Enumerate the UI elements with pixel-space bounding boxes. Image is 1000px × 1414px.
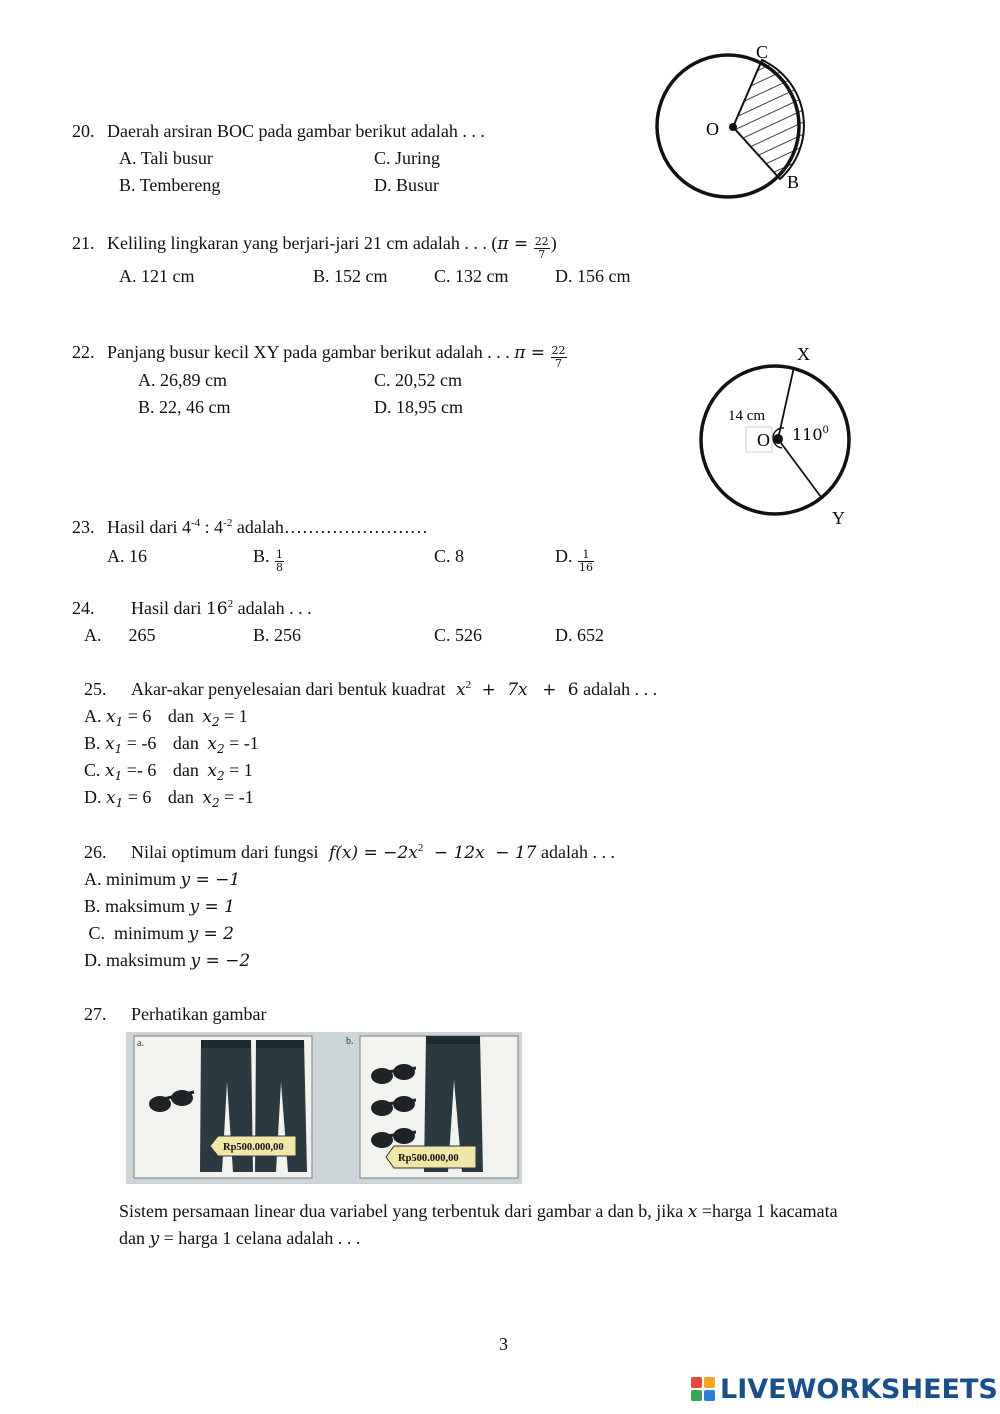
q23-option-a[interactable]: A. 16 <box>107 546 147 566</box>
q25-expr-term2: + 7x <box>481 680 528 700</box>
q25-text: Akar-akar penyelesaian dari bentuk kuadrat <box>131 679 446 699</box>
q20-label-c: C <box>756 42 769 62</box>
q27-price-tag-b <box>386 1146 476 1168</box>
q22-label-y: Y <box>832 508 845 528</box>
q25-option-b-x1: $x_1$ <box>105 734 123 756</box>
q26-func-c: − 17 <box>495 843 537 863</box>
q25-option-d-x1-val: = 6 <box>127 787 152 807</box>
q25-option-c-x2: $x_2$ <box>207 761 225 783</box>
q26-option-a-label: A. minimum <box>84 869 177 889</box>
q27-text1-b: =harga 1 kacamata <box>701 1201 838 1221</box>
q25-option-a-dan: dan <box>167 706 194 726</box>
q23-option-d-den: 16 <box>579 561 593 574</box>
q21-option-b[interactable]: B. 152 cm <box>313 266 388 286</box>
q22-question-line <box>107 342 568 370</box>
q25-option-a-x1-val: = 6 <box>127 706 152 726</box>
q24-question-line <box>131 598 312 620</box>
q25-tail: adalah . . . <box>583 679 658 699</box>
q20-option-a[interactable]: A. Tali busur <box>119 148 213 168</box>
q25-option-b-x1-val: = -6 <box>126 733 157 753</box>
q27-price-b: Rp500.000,00 <box>398 1153 459 1164</box>
q26-tail: adalah . . . <box>540 842 615 862</box>
q25-option-c[interactable] <box>84 760 253 784</box>
q21-option-d[interactable]: D. 156 cm <box>555 266 631 286</box>
q23-option-d-letter: D. <box>555 546 573 566</box>
q25-option-c-x1: $x_1$ <box>105 761 123 783</box>
q22-angle-degree: 0 <box>822 425 829 436</box>
q20-center-point <box>729 123 737 131</box>
q24-exp: 2 <box>227 598 234 610</box>
q26-option-b-label: B. maksimum <box>84 896 186 916</box>
q20-number: 20. <box>72 121 95 141</box>
q23-text-c: adalah…………………… <box>232 517 428 537</box>
q25-option-a-x2-val: = 1 <box>224 706 248 726</box>
liveworksheets-logo-icon <box>690 1376 716 1402</box>
q26-option-d[interactable] <box>84 950 250 972</box>
q21-pi: π = <box>497 234 529 254</box>
q25-option-b-letter: B. <box>84 733 101 753</box>
q24-option-a-value: 265 <box>128 625 156 645</box>
q21-question: Keliling lingkaran yang berjari-jari 21 cm adalah . . . ( <box>107 233 498 253</box>
q25-expr-term3: + 6 <box>542 680 579 700</box>
q22-fraction <box>551 345 567 369</box>
q26-option-a[interactable] <box>84 869 240 891</box>
q25-option-a-x1: $x_1$ <box>106 707 124 729</box>
q27-text1-x: x <box>687 1202 698 1222</box>
q27-label-a: a. <box>137 1038 144 1049</box>
q27-label-b: b. <box>346 1036 354 1047</box>
q23-option-d-num: 1 <box>578 549 594 562</box>
q26-func-a: f(x) = −2x <box>328 843 418 863</box>
q24-option-a[interactable] <box>84 625 156 646</box>
q27-text2-b: = harga 1 celana adalah . . . <box>163 1228 361 1248</box>
q22-circle-figure <box>690 340 870 535</box>
q23-option-d-fraction <box>578 549 594 573</box>
q25-option-b-dan: dan <box>172 733 199 753</box>
q27-text2-y: y <box>149 1229 160 1249</box>
q26-option-b-value: y = 1 <box>189 897 235 917</box>
q25-expr-exp: 2 <box>465 679 472 691</box>
q26-option-c[interactable] <box>84 923 234 945</box>
q25-expr-x: x <box>456 680 466 700</box>
q23-option-d[interactable] <box>555 546 595 574</box>
q25-option-d-dan: dan <box>167 787 194 807</box>
q22-label-angle <box>792 425 829 444</box>
q24-number: 24. <box>72 598 95 618</box>
q27-photo <box>126 1032 522 1184</box>
q20-circle-figure <box>640 40 830 210</box>
q23-number: 23. <box>72 517 95 537</box>
q27-price-a: Rp500.000,00 <box>223 1142 284 1153</box>
q26-option-a-value: y = −1 <box>180 870 241 890</box>
q22-number: 22. <box>72 342 95 362</box>
q24-option-a-letter: A. <box>84 625 102 645</box>
q25-option-c-letter: C. <box>84 760 101 780</box>
q25-question-line <box>131 679 657 701</box>
q21-question-line <box>107 233 557 261</box>
q21-number: 21. <box>72 233 95 253</box>
q25-option-b-x2-val: = -1 <box>229 733 259 753</box>
q22-pi: π = <box>514 343 546 363</box>
q25-option-b[interactable] <box>84 733 259 757</box>
q25-option-d[interactable] <box>84 787 254 811</box>
q23-option-c[interactable]: C. 8 <box>434 546 465 566</box>
q27-number: 27. <box>84 1004 107 1024</box>
q20-label-b: B <box>787 172 800 192</box>
q21-fraction-den: 7 <box>538 248 546 261</box>
q25-option-d-x2: $x_2$ <box>202 788 220 810</box>
q25-option-d-x1: $x_1$ <box>106 788 124 810</box>
q27-photo-illustration <box>126 1032 522 1184</box>
q26-func-b: − 12x <box>433 843 485 863</box>
q27-text2-a: dan <box>119 1228 145 1248</box>
q24-text-a: Hasil dari <box>131 598 202 618</box>
q25-option-b-x2: $x_2$ <box>207 734 225 756</box>
q22-angle-value: 110 <box>792 425 823 444</box>
q20-label-o: O <box>706 119 719 139</box>
q25-option-d-letter: D. <box>84 787 102 807</box>
q20-option-c[interactable]: C. Juring <box>374 148 441 168</box>
q26-number: 26. <box>84 842 107 862</box>
q27-price-tag-a <box>210 1136 296 1156</box>
q24-option-c[interactable]: C. 526 <box>434 625 483 645</box>
q23-option-b-num: 1 <box>276 548 284 562</box>
q25-option-c-dan: dan <box>172 760 199 780</box>
q26-option-c-value: y = 2 <box>188 924 234 944</box>
q26-option-b[interactable] <box>84 896 235 918</box>
q21-close-paren: ) <box>550 233 557 253</box>
q23-question-line <box>107 517 428 538</box>
q24-option-b[interactable]: B. 256 <box>253 625 302 645</box>
q22-option-c[interactable]: C. 20,52 cm <box>374 370 462 390</box>
q20-question: Daerah arsiran BOC pada gambar berikut adalah . . . <box>107 121 485 141</box>
q26-option-d-label: D. maksimum <box>84 950 186 970</box>
q21-fraction-num: 22 <box>534 235 549 249</box>
q23-text-b: : 4 <box>200 517 224 537</box>
page-number: 3 <box>499 1334 508 1354</box>
q22-option-b[interactable]: B. 22, 46 cm <box>138 397 231 417</box>
q20-option-b[interactable]: B. Tembereng <box>119 175 221 195</box>
q24-base: 16 <box>205 599 228 619</box>
q22-question: Panjang busur kecil XY pada gambar berikut adalah . . . <box>107 342 510 362</box>
q25-option-a-x2: $x_2$ <box>202 707 220 729</box>
liveworksheets-logo[interactable] <box>690 1372 998 1406</box>
q21-fraction <box>534 236 550 260</box>
q25-number: 25. <box>84 679 107 699</box>
q23-option-b-letter: B. <box>253 546 270 566</box>
q22-fraction-den: 7 <box>555 357 563 370</box>
q21-option-c[interactable]: C. 132 cm <box>434 266 509 286</box>
q25-option-a[interactable] <box>84 706 248 730</box>
q25-option-c-x2-val: = 1 <box>229 760 253 780</box>
q26-question-line <box>131 842 615 864</box>
q23-option-b-fraction <box>275 549 284 573</box>
q27-text-line2 <box>119 1228 360 1250</box>
q24-text-b: adalah . . . <box>237 598 312 618</box>
q25-option-d-x2-val: = -1 <box>224 787 254 807</box>
q20-shaded-sector <box>733 60 804 179</box>
q26-func-exp: 2 <box>417 842 424 854</box>
q22-radius-y <box>778 439 821 497</box>
q22-fraction-num: 22 <box>551 344 566 358</box>
q25-option-a-letter: A. <box>84 706 102 726</box>
q22-label-x: X <box>797 344 810 364</box>
q23-text-a: Hasil dari 4 <box>107 517 191 537</box>
q22-option-d[interactable]: D. 18,95 cm <box>374 397 463 417</box>
q23-exp-b: -2 <box>223 517 233 529</box>
q22-option-a[interactable]: A. 26,89 cm <box>138 370 227 390</box>
q21-option-a[interactable]: A. 121 cm <box>119 266 195 286</box>
q23-exp-a: -4 <box>190 517 201 529</box>
q26-text: Nilai optimum dari fungsi <box>131 842 319 862</box>
q25-option-c-x1-val: =- 6 <box>126 760 157 780</box>
q20-option-d[interactable]: D. Busur <box>374 175 440 195</box>
liveworksheets-logo-text: LIVEWORKSHEETS <box>720 1373 998 1405</box>
q27-text-line1 <box>119 1201 838 1223</box>
q23-option-b[interactable] <box>253 546 285 574</box>
q27-text1-a: Sistem persamaan linear dua variabel yang terbentuk dari gambar a dan b, jika <box>119 1201 684 1221</box>
q27-title: Perhatikan gambar <box>131 1004 267 1024</box>
q22-label-radius: 14 cm <box>728 408 766 424</box>
q22-label-o: O <box>757 430 770 450</box>
q22-center-point <box>773 434 783 444</box>
q26-option-d-value: y = −2 <box>190 951 251 971</box>
q24-option-d[interactable]: D. 652 <box>555 625 604 645</box>
q23-option-b-den: 8 <box>276 561 284 574</box>
q26-option-c-label: C. minimum <box>84 923 185 943</box>
